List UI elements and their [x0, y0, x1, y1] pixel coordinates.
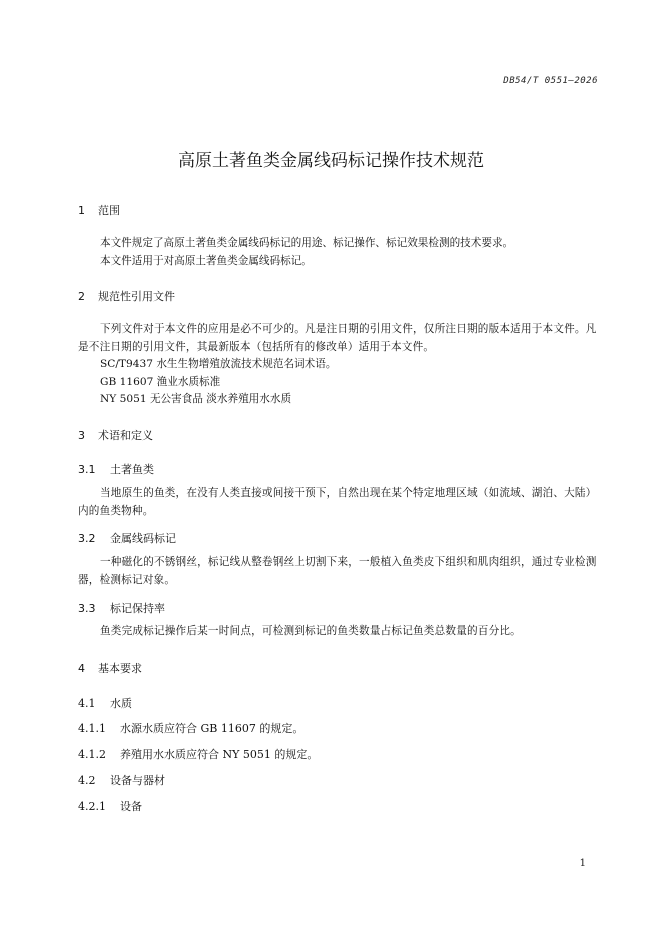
subsection-title: 设备与器材: [110, 774, 165, 787]
reference-item: GB 11607 渔业水质标准: [100, 376, 221, 388]
section-title: 规范性引用文件: [98, 290, 175, 303]
section-title: 范围: [98, 204, 120, 217]
term-number: 3.2: [78, 532, 96, 545]
term-title: 土著鱼类: [110, 463, 154, 476]
clause-text: 养殖用水水质应符合 NY 5051 的规定。: [120, 748, 319, 761]
reference-item: SC/T9437 水生生物增殖放流技术规范名词术语。: [100, 358, 337, 370]
term-title: 金属线码标记: [110, 532, 176, 545]
clause-title: 设备: [120, 800, 142, 813]
page-title: 高原土著鱼类金属线码标记操作技术规范: [178, 151, 484, 171]
term-number: 3.1: [78, 463, 96, 476]
term-3-1-definition: 当地原生的鱼类，在没有人类直接或间接干预下，自然出现在某个特定地理区域（如流域、湖泊、大陆）内的鱼类物种。: [78, 487, 597, 517]
term-3-2-heading: [78, 530, 176, 546]
term-title: 标记保持率: [110, 602, 165, 615]
term-3-1-heading: [78, 461, 154, 477]
clause-4-1-1: [78, 720, 303, 736]
term-3-3-heading: [78, 600, 165, 616]
clause-number: 4.1.1: [78, 722, 106, 735]
clause-number: 4.1.2: [78, 748, 106, 761]
section-2-heading: [78, 288, 175, 304]
term-3-3-definition: 鱼类完成标记操作后某一时间点，可检测到标记的鱼类数量占标记鱼类总数量的百分比。: [100, 625, 521, 637]
section-number: 1: [78, 204, 85, 217]
scope-line-1: 本文件规定了高原土著鱼类金属线码标记的用途、标记操作、标记效果检测的技术要求。: [100, 237, 514, 249]
clause-number: 4.2.1: [78, 800, 106, 813]
subsection-4-1-heading: [78, 695, 132, 711]
section-number: 3: [78, 429, 85, 442]
reference-item: NY 5051 无公害食品 淡水养殖用水水质: [100, 393, 292, 405]
subsection-number: 4.2: [78, 774, 96, 787]
standard-number: DB54/T 0551—2026: [503, 76, 598, 86]
clause-4-2-1-heading: [78, 798, 142, 814]
subsection-4-2-heading: [78, 772, 165, 788]
references-paragraph: 下列文件对于本文件的应用是必不可少的。凡是注日期的引用文件，仅所注日期的版本适用于本文件。凡是不注日期的引用文件，其最新版本（包括所有的修改单）适用于本文件。: [78, 323, 597, 353]
section-number: 2: [78, 290, 85, 303]
section-title: 术语和定义: [98, 429, 153, 442]
section-title: 基本要求: [98, 662, 142, 675]
subsection-number: 4.1: [78, 697, 96, 710]
subsection-title: 水质: [110, 697, 132, 710]
section-3-heading: [78, 427, 153, 443]
term-3-2-definition: 一种磁化的不锈钢丝，标记线从整卷钢丝上切割下来，一般植入鱼类皮下组织和肌肉组织，通过专业检测器，检测标记对象。: [78, 556, 597, 586]
scope-line-2: 本文件适用于对高原土著鱼类金属线码标记。: [100, 255, 312, 267]
section-1-heading: [78, 202, 120, 218]
clause-text: 水源水质应符合 GB 11607 的规定。: [120, 722, 304, 735]
section-4-heading: [78, 660, 142, 676]
clause-4-1-2: [78, 746, 318, 762]
term-number: 3.3: [78, 602, 96, 615]
section-number: 4: [78, 662, 85, 675]
page-number: 1: [579, 858, 586, 869]
